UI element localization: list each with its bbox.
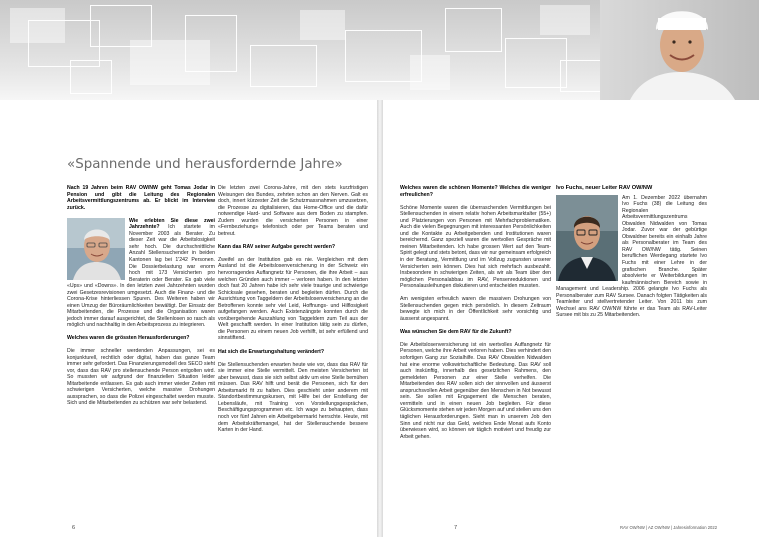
answer-6: Die Arbeitslosenversicherung ist ein wertvolles Auffangnetz für Personen, welche ihre Arbeit verloren haben. Dies verhindert den sofortigen Gang zur Sozialhilfe. Das RAV Obwalden Nidwalden hat eine enorme volkswirtschaftliche Bedeutung. Das RAV soll auch inskünftig, innerhalb des gesetzlichen Rahmens, den gemeldeten Personen zur einer Stelle verhelfen. Die Mitarbeitenden des RAV sollen sich der sinnvollen und äusserst anspruchsvollen Arbeit gegenüber den Menschen in Not bewusst sein. Sie sollen mit Engagement die Menschen beraten, vermitteln und in einen neuen Job begleiten. Für diese Glücksmomente stehen wir jeden Morgen auf und stellen uns den täglichen Herausforderungen. Sieht man in unserem Job den Sinn und nicht nur das Geld, welches Ende Monat aufs Konto überwiesen wird, so können wir täglich motiviert und freudig zur Arbeit gehen. [400,341,551,440]
sidebar-heading: Ivo Fuchs, neuer Leiter RAV OW/NW [556,185,653,191]
header-banner [0,0,759,100]
answer-2b: Die letzten zwei Corona-Jahre, mit den stets kurzfristigen Weisungen des Bundes, zehrten schon an den Nerven. Galt es doch, innert kürzester Zeit die Schutzmassnahmen umzusetzen, die Prozesse zu digitalisieren, das Home-Office und die dafür notwendige Hard- und Software aus dem Boden zu stampfen. Zudem wurden die versicherten Personen in einer «Fernbeziehung» telefonisch oder per Teams beraten und betreut. [218,185,368,237]
question-6: Was wünschen Sie dem RAV für die Zukunft? [400,328,512,335]
question-3: Kann das RAV seiner Aufgabe gerecht werden? [218,243,336,250]
chef-photo [600,0,759,100]
sidebar-box [556,185,707,319]
answer-5b: Am wenigsten erfreulich waren die massiven Drohungen von Stellensuchenden gegen mich persönlich. In diesem Zeitraum bewegte ich mich in der Öffentlichkeit sehr vorsichtig und äusserst angespannt. [400,296,551,322]
answer-2: Die immer schneller werdenden Anpassungen, sei es konjunkturell, rechtlich oder digital, haben das ganze Team immer sehr gefordert. Das Finanzierungsmodell des SECO sieht vor, dass das RAV pro stellensuchende Person entgolten wird. So mussten wir aufgrund der finanziellen Situation leider Mitarbeitende entlassen. Es gab auch immer wieder Zeiten mit schwierigen Versicherten, welche massive Drohungen aussprachen, so dass die Polizei eingeschaltet werden musste. Sich und die Mitarbeitenden zu schützen war sehr belastend. [67,348,215,407]
answer-3: Zweifel an der Institution gab es nie. Vergleichen mit dem Ausland ist die Arbeitslosenversicherung in der Schweiz ein hervorragendes Auffangnetz für Personen, die ihre Arbeit – aus welchen Gründen auch immer – verloren haben. In den letzten doch fast 20 Jahren habe ich sehr viele traurige und schwierige Schicksale gesehen, beraten und begleiten dürfen. Durch die Ausrichtung von Taggeldern der Arbeitslosenversicherung an die Betroffenen konnte sehr viel Leid, Hoffnungs- und Hilflosigkeit aufgefangen werden. Auch Existenzängste konnten durch die vorübergehende Auszahlung von Taggeldern zum Teil aus der Welt geschafft werden. In einer Institution tätig sein zu dürfen, die Personen zu einem neuen Job verhilft, ist sehr erfüllend und sinnstiftend. [218,256,368,342]
footer-publication: RAV OW/NW | AZ OW/NW | Jahresinformation 2022 [620,525,718,530]
question-4: Hat sich die Erwartungshaltung verändert? [218,348,325,355]
question-5: Welches waren die schönen Momente? Welches die weniger erfreulichen? [400,185,551,198]
sidebar-text: Am 1. Dezember 2022 übernahm Ivo Fuchs (38) die Leitung des Regionalen Arbeitsvermittlungszentrums Obwalden Nidwalden von Tomas Jodar. Zuvor war der gebürtige Obwaldner bereits ein einhalb Jahre als Personalberater im Team des RAV OW/NW tätig. Seinen beruflichen Werdegang startete Ivo Fuchs mit einer Lehre in der grafischen Branche. Später absolvierte er Weiterbildungen im kaufmännischen Bereich sowie in Management und Leadership. 2006 gelangte Ivo Fuchs als Personalberater zum RAV Sursee. Danach folgten Tätigkeiten als Teamleiter und stellvertretender Leiter. Von 2011 bis zum Wechsel ans RAV OW/NW führte er das Team als RAV-Leiter Sursee mit bis zu 25 Mitarbeitenden. [556,194,707,319]
ivo-fuchs-portrait [556,195,618,281]
question-1: Wie erlebten Sie diese zwei Jahrzehnte? [129,217,215,231]
answer-4: Die Stellensuchenden erwarten heute wie vor, dass das RAV für sie immer eine Stelle vermittelt. Den meisten Versicherten ist aber bewusst, dass sie sich selbst aktiv um eine Stelle bemühen müssen. Das RAV hilft und berät die Personen, sich für den Arbeitsmarkt fit zu halten. Dies geschieht unter anderem mit Standortbestimmungskursen, mit Hilfe bei der Erstellung der Lebensläufe, mit Training von Vorstellungsgesprächen, Beschäftigungsprogrammen etc. Ich wage zu behaupten, dass noch vor fünf Jahren ein Arbeitgebermarkt herrschte. Heute, mit dem Arbeitskräftemangel, hat der Stellensuchende bessere Karten in der Hand. [218,361,368,434]
question-2: Welches waren die grössten Herausforderungen? [67,334,190,341]
article-title: «Spannende und herausfordernde Jahre» [67,157,343,172]
answer-5: Schöne Momente waren die überraschenden Vermittlungen bei Stellensuchenden in einem relativ hohen Arbeitsmarktalter (55+) und Platzierungen von Personen mit Mehrfachproblematiken. Auch die vielen Begegnungen mit interessanten Persönlichkeiten und die Kontakte zu Arbeitgebenden und Institutionen waren bereichernd. Ganz speziell waren die wertvollen Gespräche mit meinen Mitarbeitenden. Ich habe grossen Wert auf den Team-Spirit gelegt und stets betont, dass wir nur gemeinsam erfolgreich in der Beratung, Vermittlung und im Vollzug zugunsten unserer Versicherten sein können. Dies hat sich mehrfach ausbezahlt. Insbesondere in schwierigen Zeiten, als wir als Team über den möglichen Personalabbau im RAV, Pensenreduktionen und Personalausleihungen diskutieren und entscheiden mussten. [400,204,551,290]
column-2 [218,185,368,440]
page-number-left: 6 [72,525,76,531]
intro-lead: Nach 19 Jahren beim RAV OW/NW geht Tomas Jodar in Pension und gibt die Leitung des Regionalen Arbeitsvermittlungszentrums ab. Er blickt im Interview zurück. [67,185,215,211]
column-1 [67,185,215,413]
column-3 [400,185,551,447]
tomas-jodar-portrait [67,218,125,280]
page-number-right: 7 [454,525,458,531]
answer-1: Ich startete im November 2003 als Berater. Zu dieser Zeit war die Arbeitslosigkeit sehr hoch. Die durchschnittliche Anzahl Stellensuchender in beiden Kantonen lag bei 1'242 Personen. Die Dossierbelastung war enorm hoch mit 173 Versicherten pro Beraterin oder Berater. Es gab viele «Ups» und «Downs». In den letzten zwei Jahrzehnten wurden zwei Gesetzesrevisionen umgesetzt. Auch die Finanz- und die Corona-Krise hinterliessen Spuren. Des Weiteren haben wir einen Umzug der Büroräumlichkeiten bewältigt. Der Einsatz der Mitarbeitenden, die Prozesse und die Organisation waren jedoch immer darauf ausgerichtet, die Stellenlosen so rasch als möglich und nachhaltig in den Arbeitsprozess zu integrieren. [67,224,215,329]
